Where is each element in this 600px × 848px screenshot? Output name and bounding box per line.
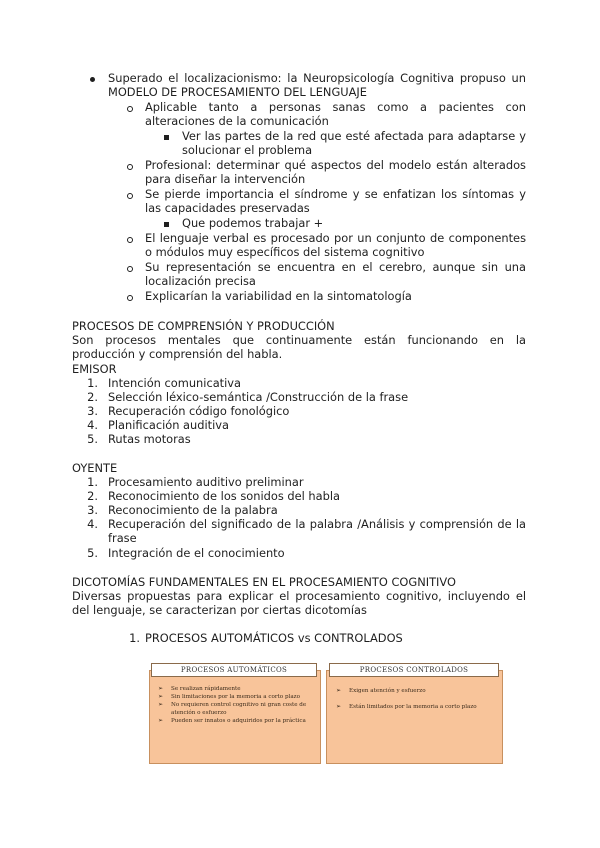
bullet-circle bbox=[127, 193, 133, 199]
oyente-label: OYENTE bbox=[72, 461, 118, 475]
oyente-item: Reconocimiento de la palabra bbox=[108, 503, 278, 517]
automatic-list-item: ➢ Se realizan rápidamente bbox=[158, 685, 241, 692]
list-number: 4. bbox=[87, 517, 98, 531]
bullet-circle bbox=[127, 237, 133, 243]
oyente-item: Recuperación del significado de la palabra /Análisis y comprensión de la frase bbox=[108, 517, 526, 546]
comparison-diagram bbox=[149, 657, 505, 765]
list-number: 1. bbox=[87, 376, 98, 390]
arrow-icon: ➢ bbox=[158, 693, 164, 700]
bullet-circle bbox=[127, 266, 133, 272]
intro-bullet-text: Superado el localizacionismo: la Neuropsicología Cognitiva propuso un MODELO DE PROCESAMIENTO DEL LENGUAJE bbox=[108, 71, 526, 100]
procesos-paragraph: Son procesos mentales que continuamente están funcionando en la producción y comprensión del habla. bbox=[72, 333, 526, 362]
intro-sub-0-sub-0: Ver las partes de la red que esté afectada para adaptarse y solucionar el problema bbox=[182, 129, 526, 158]
arrow-icon: ➢ bbox=[158, 717, 164, 724]
arrow-icon: ➢ bbox=[158, 701, 164, 708]
automatic-list-item: ➢ Pueden ser innatos o adquiridos por la práctica bbox=[158, 717, 306, 724]
oyente-item: Integración de el conocimiento bbox=[108, 546, 285, 560]
oyente-item: Procesamiento auditivo preliminar bbox=[108, 475, 304, 489]
arrow-icon: ➢ bbox=[336, 703, 342, 710]
bullet-square bbox=[164, 222, 169, 227]
bullet-disc bbox=[90, 77, 95, 82]
emisor-item: Recuperación código fonológico bbox=[108, 404, 290, 418]
emisor-item: Selección léxico-semántica /Construcción de la frase bbox=[108, 390, 409, 404]
list-number: 4. bbox=[87, 418, 98, 432]
arrow-icon: ➢ bbox=[158, 685, 164, 692]
list-number: 5. bbox=[87, 432, 98, 446]
emisor-item: Rutas motoras bbox=[108, 432, 191, 446]
list-number: 5. bbox=[87, 546, 98, 560]
controlled-list bbox=[335, 687, 497, 711]
intro-sub-3: El lenguaje verbal es procesado por un conjunto de componentes o módulos muy específicos del sistema cognitivo bbox=[145, 231, 526, 260]
bullet-circle bbox=[127, 106, 133, 112]
dicotomias-paragraph: Diversas propuestas para explicar el procesamiento cognitivo, incluyendo el del lenguaje, se caracterizan por ciertas dicotomías bbox=[72, 589, 526, 618]
intro-sub-1: Profesional: determinar qué aspectos del modelo están alterados para diseñar la intervención bbox=[145, 158, 526, 187]
controlled-list-item: ➢ Exigen atención y esfuerzo bbox=[336, 687, 426, 694]
intro-sub-5: Explicarían la variabilidad en la sintomatología bbox=[145, 289, 412, 303]
intro-sub-0: Aplicable tanto a personas sanas como a pacientes con alteraciones de la comunicación bbox=[145, 100, 526, 129]
bullet-square bbox=[164, 135, 169, 140]
intro-sub-2-sub-0: Que podemos trabajar + bbox=[182, 216, 324, 230]
arrow-icon: ➢ bbox=[336, 687, 342, 694]
controlled-list-item: ➢ Están limitados por la memoria a corto plazo bbox=[336, 703, 477, 710]
section-heading-dicotomias: DICOTOMÍAS FUNDAMENTALES EN EL PROCESAMIENTO COGNITIVO bbox=[72, 575, 456, 589]
controlled-box-title: PROCESOS CONTROLADOS bbox=[329, 663, 499, 677]
dicotomias-item-number: 1. bbox=[129, 631, 140, 645]
list-number: 3. bbox=[87, 404, 98, 418]
emisor-item: Intención comunicativa bbox=[108, 376, 242, 390]
bullet-circle bbox=[127, 164, 133, 170]
automatic-list-item: ➢ No requieren control cognitivo ni gran coste de atención o esfuerzo bbox=[158, 701, 307, 716]
oyente-item: Reconocimiento de los sonidos del habla bbox=[108, 489, 340, 503]
list-number: 1. bbox=[87, 475, 98, 489]
emisor-label: EMISOR bbox=[72, 362, 117, 376]
list-number: 3. bbox=[87, 503, 98, 517]
list-number: 2. bbox=[87, 390, 98, 404]
list-number: 2. bbox=[87, 489, 98, 503]
automatic-list bbox=[157, 685, 315, 725]
dicotomias-item-title: PROCESOS AUTOMÁTICOS vs CONTROLADOS bbox=[145, 631, 403, 645]
bullet-circle bbox=[127, 295, 133, 301]
automatic-box-title: PROCESOS AUTOMÁTICOS bbox=[151, 663, 317, 677]
intro-sub-2: Se pierde importancia el síndrome y se enfatizan los síntomas y las capacidades preservadas bbox=[145, 187, 526, 216]
section-heading-procesos: PROCESOS DE COMPRENSIÓN Y PRODUCCIÓN bbox=[72, 319, 335, 333]
emisor-item: Planificación auditiva bbox=[108, 418, 229, 432]
intro-sub-4: Su representación se encuentra en el cerebro, aunque sin una localización precisa bbox=[145, 260, 526, 289]
controlled-box bbox=[326, 670, 503, 764]
automatic-list-item: ➢ Sin limitaciones por la memoria a corto plazo bbox=[158, 693, 300, 700]
